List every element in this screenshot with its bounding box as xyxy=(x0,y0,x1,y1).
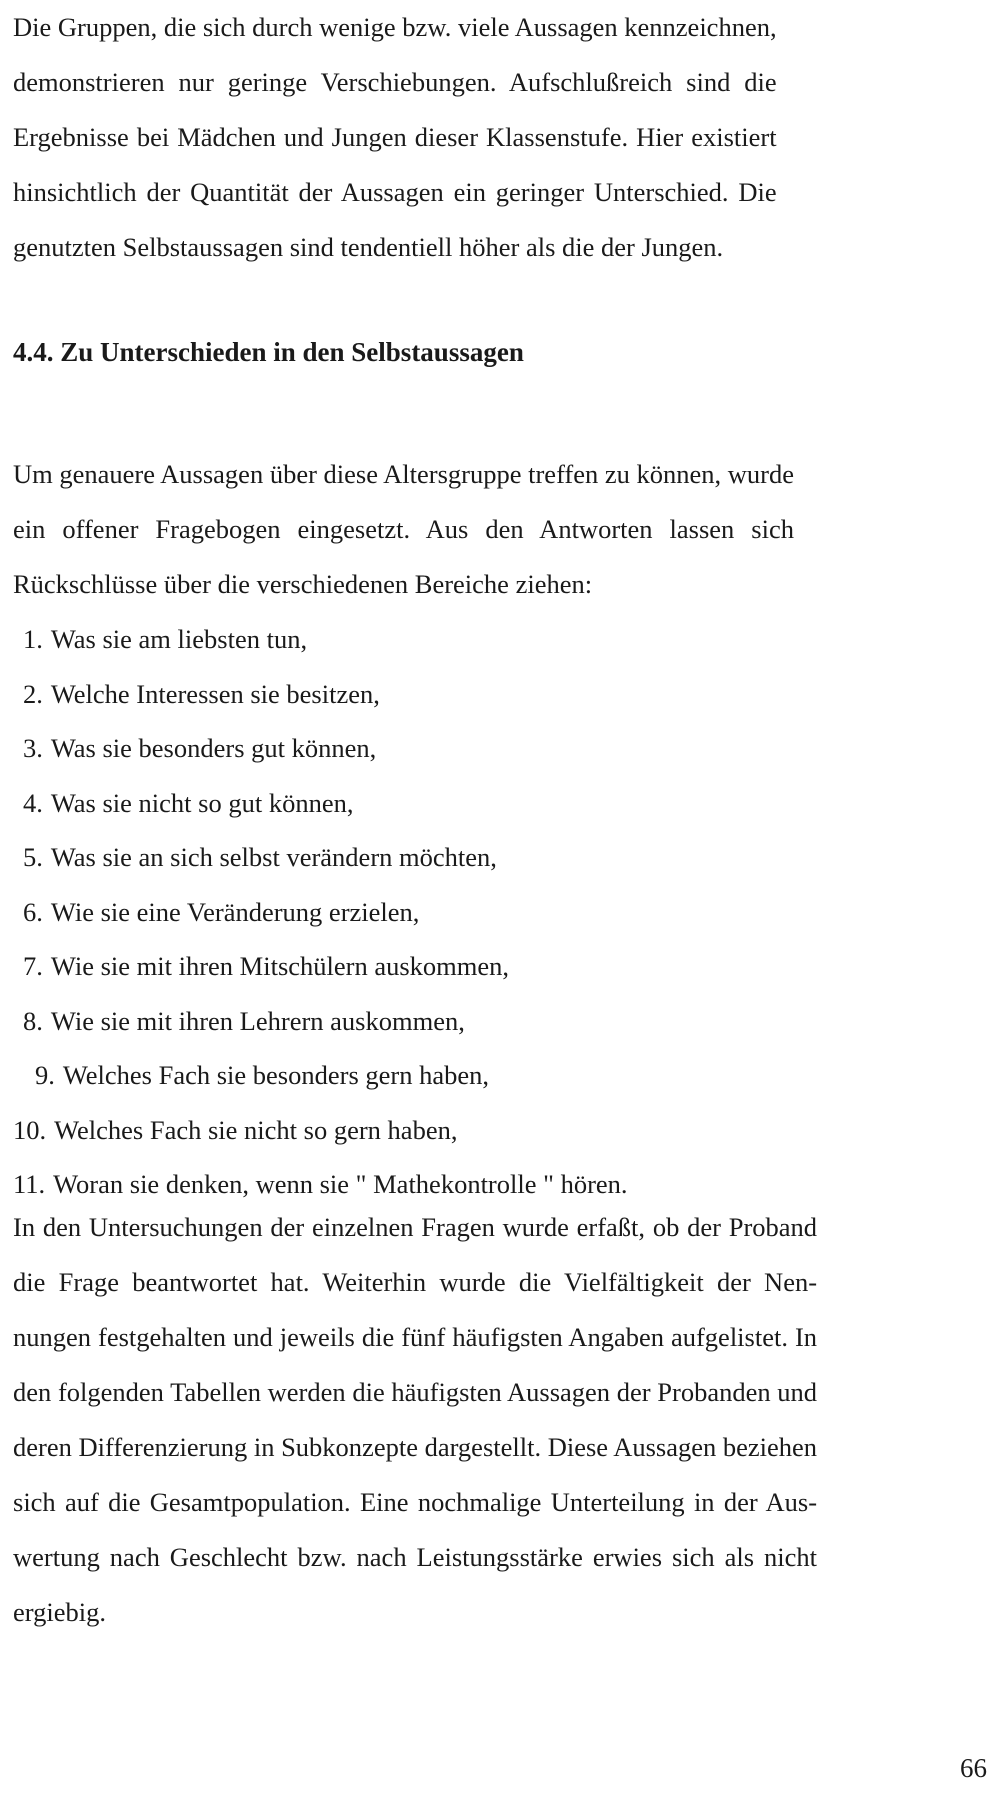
text-line: nungen festgehalten und jeweils die fünf häufigsten Angaben aufgelistet. In xyxy=(13,1322,818,1352)
list-item xyxy=(13,721,628,776)
list-text: Wie sie mit ihren Mitschülern auskommen, xyxy=(50,951,510,981)
list-number: 10. xyxy=(13,1114,47,1145)
list-number: 2. xyxy=(23,678,43,709)
list-text: Wie sie mit ihren Lehrern auskommen, xyxy=(50,1005,465,1036)
text-line: Rückschlüsse über die verschiedenen Bereiche ziehen: xyxy=(13,569,593,599)
text-line: demonstrieren nur geringe Verschiebungen. Aufschlußreich sind die xyxy=(13,67,777,97)
list-number: 3. xyxy=(23,733,43,763)
text-line: sich auf die Gesamtpopulation. Eine nochmalige Unterteilung in der Aus- xyxy=(13,1487,818,1517)
list-text: Wie sie eine Veränderung erzielen, xyxy=(50,896,420,927)
list-item xyxy=(13,1103,628,1158)
list-item xyxy=(13,939,628,994)
list-item xyxy=(13,667,628,722)
list-number: 9. xyxy=(35,1060,55,1090)
page-number: 66 xyxy=(960,1753,987,1783)
list-item xyxy=(13,830,628,885)
list-text: Was sie an sich selbst verändern möchten, xyxy=(50,842,497,872)
text-line: Um genauere Aussagen über diese Altersgruppe treffen zu können, wurde xyxy=(13,459,794,489)
list-text: Woran sie denken, wenn sie " Mathekontrolle " hören. xyxy=(53,1169,628,1199)
paragraph-intro xyxy=(13,0,777,275)
list-text: Was sie nicht so gut können, xyxy=(50,787,354,818)
text-line: ergiebig. xyxy=(13,1597,106,1627)
list-text: Welches Fach sie besonders gern haben, xyxy=(62,1060,490,1090)
list-item xyxy=(13,776,628,831)
text-line: die Frage beantwortet hat. Weiterhin wurde die Vielfältigkeit der Nen- xyxy=(13,1267,818,1297)
list-text: Was sie besonders gut können, xyxy=(50,733,377,763)
list-number: 1. xyxy=(23,624,43,654)
text-line: In den Untersuchungen der einzelnen Fragen wurde erfaßt, ob der Proband xyxy=(13,1212,818,1242)
question-list xyxy=(13,612,628,1212)
text-line: deren Differenzierung in Subkonzepte dargestellt. Diese Aussagen beziehen xyxy=(13,1432,818,1462)
text-line: Die Gruppen, die sich durch wenige bzw. viele Aussagen kennzeichnen, xyxy=(13,12,777,42)
section-heading: 4.4. Zu Unterschieden in den Selbstaussagen xyxy=(13,337,524,367)
paragraph-method xyxy=(13,447,794,612)
text-line: den folgenden Tabellen werden die häufigsten Aussagen der Probanden und xyxy=(13,1377,818,1407)
list-text: Was sie am liebsten tun, xyxy=(50,624,308,654)
list-text: Welches Fach sie nicht so gern haben, xyxy=(54,1114,458,1145)
list-text: Welche Interessen sie besitzen, xyxy=(50,678,380,709)
list-item xyxy=(13,885,628,940)
text-line: hinsichtlich der Quantität der Aussagen ein geringer Unterschied. Die xyxy=(13,177,777,207)
list-number: 11. xyxy=(13,1169,46,1199)
list-number: 4. xyxy=(23,787,43,818)
paragraph-analysis xyxy=(13,1200,817,1640)
list-item xyxy=(13,1048,628,1103)
list-item xyxy=(13,612,628,667)
text-line: genutzten Selbstaussagen sind tendentiell höher als die der Jungen. xyxy=(13,232,724,262)
list-item xyxy=(13,994,628,1049)
list-number: 6. xyxy=(23,896,43,927)
text-line: ein offener Fragebogen eingesetzt. Aus den Antworten lassen sich xyxy=(13,514,794,544)
text-line: wertung nach Geschlecht bzw. nach Leistungsstärke erwies sich als nicht xyxy=(13,1542,818,1572)
list-number: 8. xyxy=(23,1005,43,1036)
list-number: 7. xyxy=(23,951,43,981)
text-line: Ergebnisse bei Mädchen und Jungen dieser Klassenstufe. Hier existiert xyxy=(13,122,777,152)
list-number: 5. xyxy=(23,842,43,872)
